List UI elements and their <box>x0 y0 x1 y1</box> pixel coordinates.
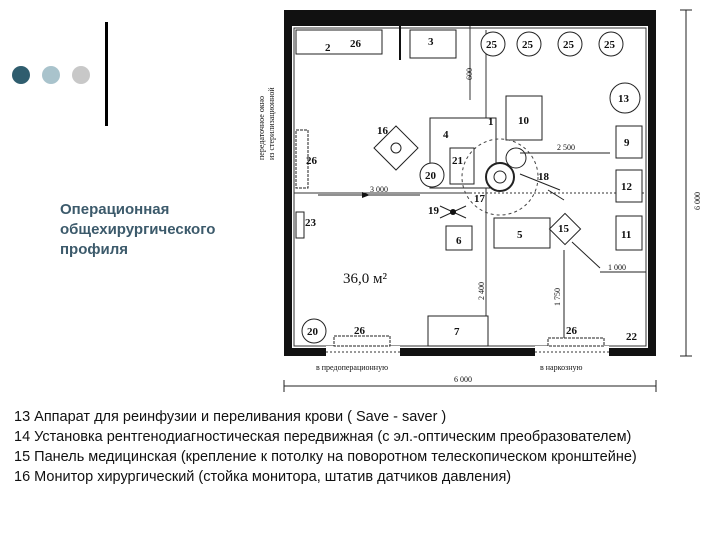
dim-3000: 3 000 <box>370 185 388 194</box>
wall-top <box>284 10 656 26</box>
area-label: 36,0 м² <box>343 271 387 287</box>
label-5: 5 <box>517 229 523 241</box>
dim-right: 6 000 <box>693 192 702 210</box>
label-19: 19 <box>428 205 439 217</box>
svg-text:25: 25 <box>486 39 497 51</box>
legend-item-13: 13 Аппарат для реинфузии и переливания крови ( Save - saver ) <box>14 409 447 425</box>
label-16: 16 <box>377 125 388 137</box>
label-12: 12 <box>621 181 632 193</box>
legend <box>14 408 714 488</box>
dot-light-blue <box>42 66 60 84</box>
wall-left <box>284 10 292 356</box>
title-line-3: профиля <box>60 241 129 258</box>
dim-2400: 2 400 <box>477 282 486 300</box>
label-17: 17 <box>474 193 485 205</box>
title-line-2: общехирургического <box>60 221 216 238</box>
label-21: 21 <box>452 155 463 167</box>
door-left-label: в предоперационную <box>316 363 389 372</box>
label-18: 18 <box>538 171 549 183</box>
label-15: 15 <box>558 223 569 235</box>
label-20-bottom: 20 <box>307 326 318 338</box>
window-label-1: передаточное окно <box>257 96 266 160</box>
dim-bottom: 6 000 <box>454 375 472 384</box>
label-2: 2 <box>325 42 331 54</box>
legend-item-14: 14 Установка рентгенодиагностическая передвижная (с эл.-оптическим преобразователем) <box>14 429 632 445</box>
vertical-divider <box>105 22 108 126</box>
legend-item-16: 16 Монитор хирургический (стойка монитора, штатив датчиков давления) <box>14 469 512 485</box>
svg-text:25: 25 <box>604 39 615 51</box>
label-23: 23 <box>305 217 316 229</box>
legend-item-15: 15 Панель медицинская (крепление к потолку на поворотном телескопическом кронштейне) <box>14 449 637 465</box>
label-10: 10 <box>518 115 529 127</box>
dim-600: 600 <box>465 68 474 80</box>
label-13: 13 <box>618 93 629 105</box>
dim-1750: 1 750 <box>553 288 562 306</box>
dim-2500: 2 500 <box>557 143 575 152</box>
label-26-bottom-left: 26 <box>354 325 365 337</box>
floor-plan <box>258 0 720 400</box>
door-right-label: в наркозную <box>540 363 583 372</box>
label-20-top: 20 <box>425 170 436 182</box>
title-line-1: Операционная <box>60 201 170 218</box>
wall-right <box>648 10 656 356</box>
window-label-2: из стерилизационной <box>267 87 276 160</box>
svg-text:25: 25 <box>522 39 533 51</box>
label-4: 4 <box>443 129 449 141</box>
label-3: 3 <box>428 36 434 48</box>
slide-title <box>60 200 260 260</box>
label-6: 6 <box>456 235 462 247</box>
label-11: 11 <box>621 229 632 241</box>
dot-dark <box>12 66 30 84</box>
label-26-bottom-right: 26 <box>566 325 577 337</box>
label-22: 22 <box>626 331 637 343</box>
label-26-left: 26 <box>306 155 317 167</box>
svg-text:25: 25 <box>563 39 574 51</box>
dot-gray <box>72 66 90 84</box>
label-9: 9 <box>624 137 630 149</box>
dim-1000: 1 000 <box>608 263 626 272</box>
label-1: 1 <box>488 116 494 128</box>
label-7: 7 <box>454 326 460 338</box>
label-26-top: 26 <box>350 38 361 50</box>
